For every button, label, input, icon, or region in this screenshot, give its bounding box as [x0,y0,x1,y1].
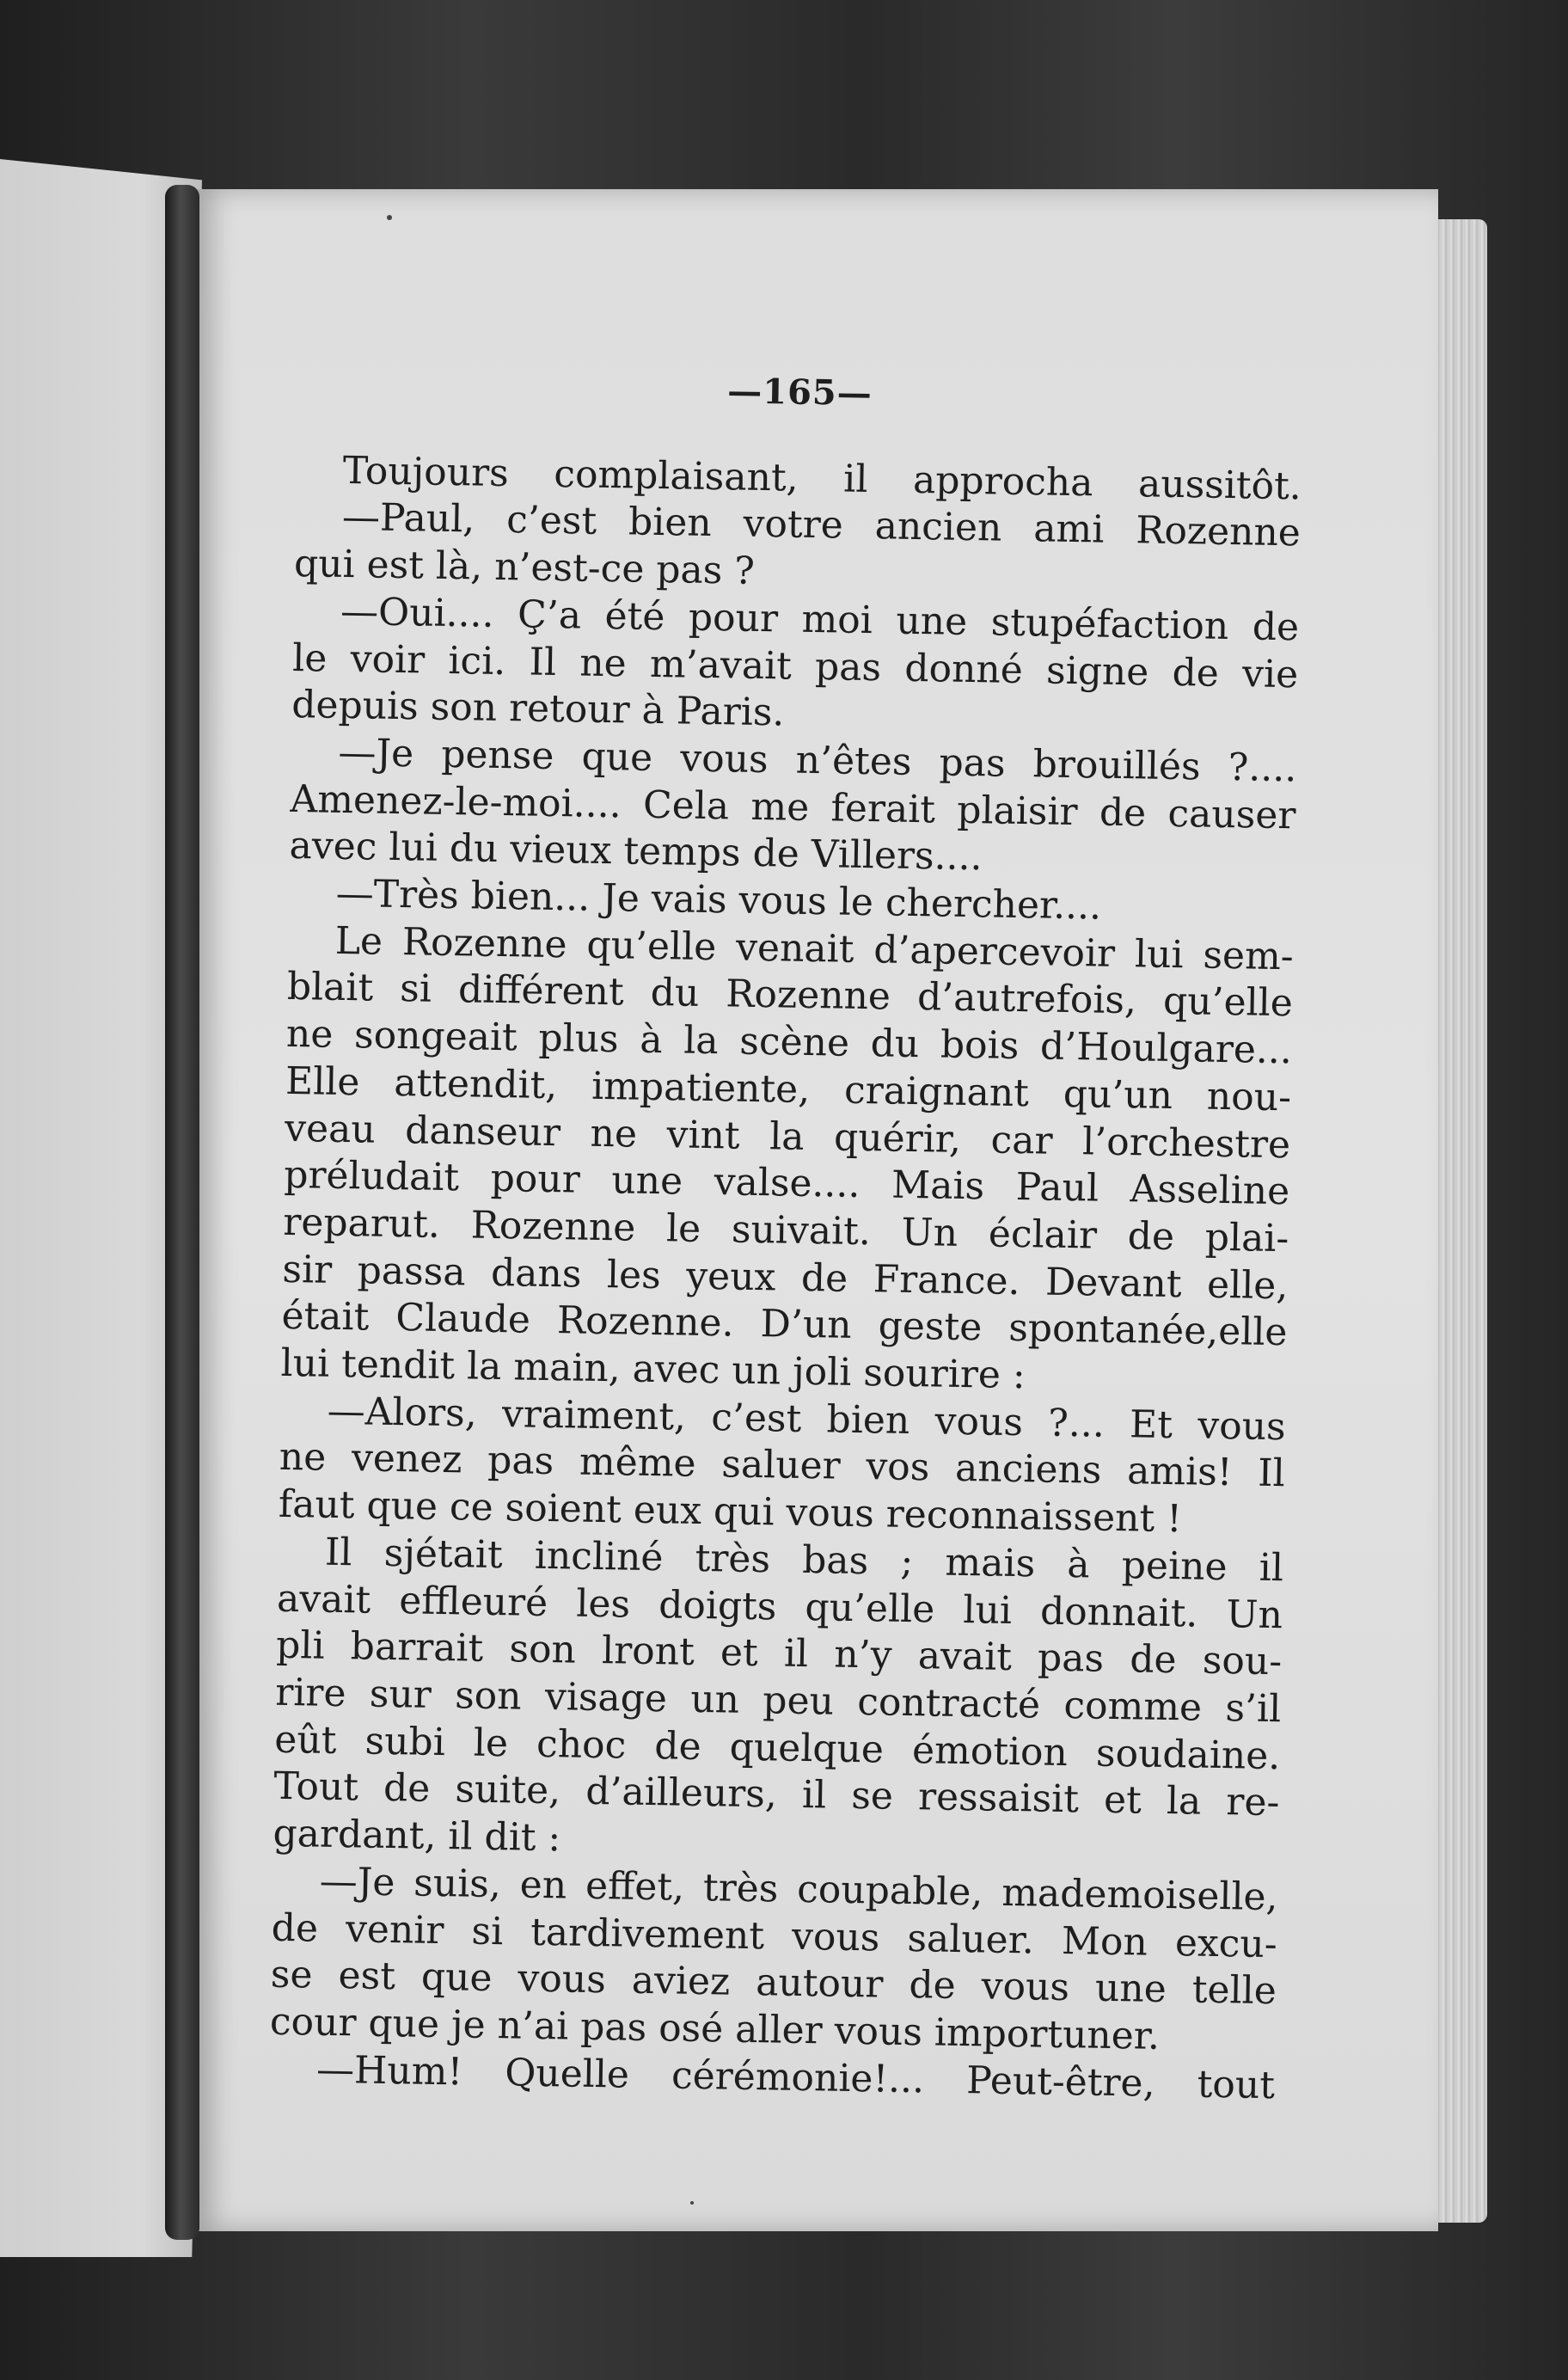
text-line: lui tendit la main, avec un joli sourire : [280,1340,1026,1398]
text-line: reparut. Rozenne le suivait. Un éclair de plai- [282,1199,1289,1261]
text-line: rire sur son visage un peu contracté comme s’il [274,1670,1282,1732]
text-line: —Hum! Quelle cérémonie!... Peut-être, tout [315,2047,1276,2107]
text-line: Tout de suite, d’ailleurs, il se ressaisit et la re- [273,1764,1280,1825]
text-line: le voir ici. Il ne m’avait pas donné signe de vie [291,635,1299,696]
text-line: —Très bien... Je vais vous le chercher.... [335,871,1102,929]
ink-speck [690,2201,694,2205]
text-line: Toujours complaisant, il approcha aussitôt. [342,448,1302,509]
text-line: Il sjétait incliné très bas ; mais à peine il [324,1530,1284,1591]
text-line: sir passa dans les yeux de France. Devant elle, [282,1247,1289,1308]
text-line: préludait pour une valse.... Mais Paul Asseline [283,1153,1290,1214]
text-line: cour que je n’ai pas osé aller vous importuner. [269,1999,1161,2058]
text-line: Amenez-le-moi.... Cela me ferait plaisir de causer [290,776,1296,837]
text-line: —Paul, c’est bien votre ancien ami Rozenne [341,495,1302,555]
text-line: de venir si tardivement vous saluer. Mon excu- [271,1905,1278,1966]
text-line: Le Rozenne qu’elle venait d’apercevoir lui sem- [334,918,1295,979]
text-line: ne venez pas même saluer vos anciens amis! Il [279,1435,1286,1496]
text-line: —Oui.... Ç’a été pour moi une stupéfaction de [340,589,1300,650]
text-line: eût subi le choc de quelque émotion soudaine. [273,1717,1281,1778]
text-line: —Je suis, en effet, très coupable, mademoiselle, [319,1859,1278,1919]
text-line: qui est là, n’est-ce pas ? [293,542,756,593]
text-line: depuis son retour à Paris. [291,683,785,735]
text-line: Elle attendit, impatiente, craignant qu’un nou- [285,1058,1292,1120]
book-page [196,189,1438,2231]
ink-speck [387,215,392,220]
text-line: se est que vous aviez autour de vous une telle [270,1952,1277,2014]
page-number: —165— [726,371,873,414]
text-line: ne songeait plus à la scène du bois d’Houlgare... [285,1012,1293,1073]
text-line: —Alors, vraiment, c’est bien vous ?... Et vous [327,1389,1287,1449]
text-line: était Claude Rozenne. D’un geste spontanée,elle [281,1294,1288,1355]
text-line: blait si différent du Rozenne d’autrefois, qu’elle [286,965,1294,1026]
text-line: gardant, il dit : [273,1811,561,1861]
text-line: —Je pense que vous n’êtes pas brouillés ?.... [338,730,1297,791]
book-gutter [165,185,199,2240]
text-line: pli barrait son lront et il n’y avait pas de sou- [275,1623,1283,1684]
text-line: faut que ce soient eux qui vous reconnaissent ! [278,1481,1183,1542]
page-text [269,361,1303,2109]
text-line: veau danseur ne vint la quérir, car l’orchestre [284,1106,1291,1167]
text-line: avec lui du vieux temps de Villers.... [289,824,983,880]
text-line: avait effleuré les doigts qu’elle lui donnait. Un [276,1576,1283,1637]
